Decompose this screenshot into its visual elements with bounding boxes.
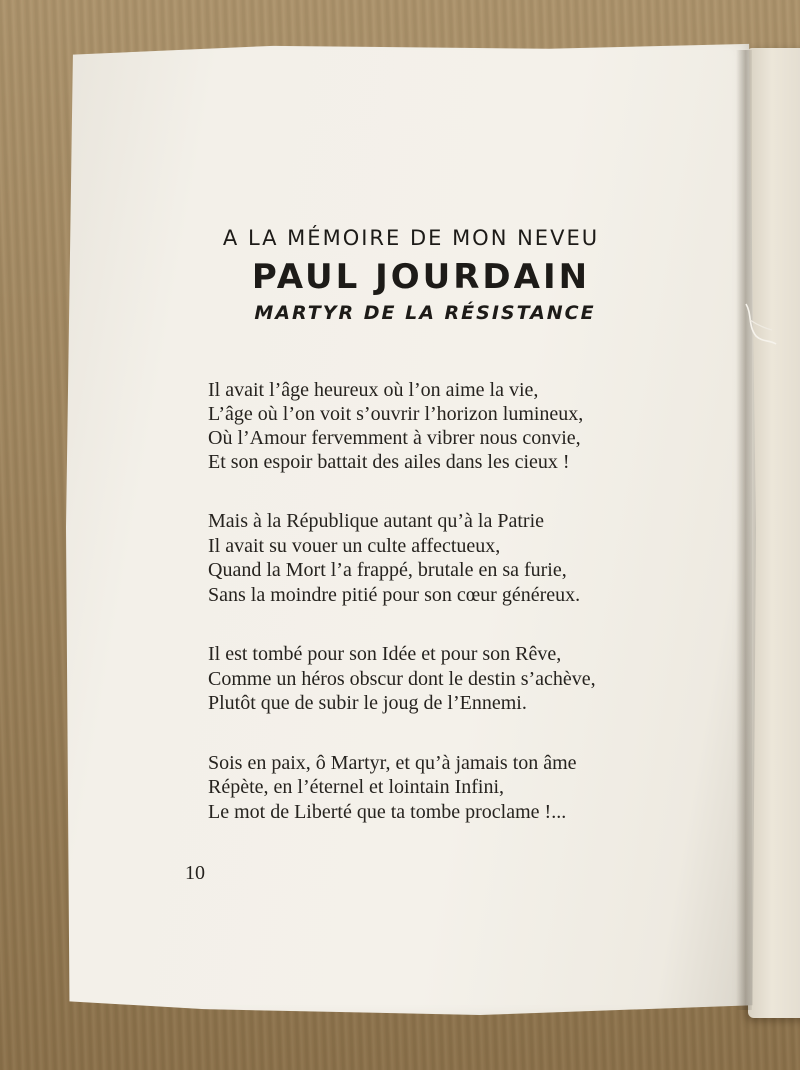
poem-line: Et son espoir battait des ailes dans les cieux ! xyxy=(208,451,570,473)
dedication-heading: A LA MÉMOIRE DE MON NEVEU xyxy=(222,226,600,250)
honoree-name: PAUL JOURDAIN xyxy=(251,257,591,297)
page-number: 10 xyxy=(185,862,205,884)
poem-line: Sois en paix, ô Martyr, et qu’à jamais ton âme xyxy=(208,751,577,774)
poem-line: Le mot de Liberté que ta tombe proclame !... xyxy=(208,800,567,823)
poem-line: Quand la Mort l’a frappé, brutale en sa furie, xyxy=(208,559,567,581)
stanza xyxy=(208,378,658,474)
stanza xyxy=(208,509,658,607)
poem-line: Comme un héros obscur dont le destin s’achève, xyxy=(208,667,596,690)
poem-line: Il est tombé pour son Idée et pour son Rêve, xyxy=(208,643,562,665)
poem-line: Sans la moindre pitié pour son cœur généreux. xyxy=(208,583,581,606)
poem-line: Il avait l’âge heureux où l’on aime la vie, xyxy=(208,379,539,401)
poem-line: Mais à la République autant qu’à la Patrie xyxy=(208,510,545,532)
poem-line: Répète, en l’éternel et lointain Infini, xyxy=(208,776,504,798)
poem-line: Il avait su vouer un culte affectueux, xyxy=(208,534,501,557)
stanza xyxy=(208,642,658,716)
poem xyxy=(208,378,658,859)
poem-line: L’âge où l’on voit s’ouvrir l’horizon lumineux, xyxy=(208,403,584,425)
poem-line: Où l’Amour fervemment à vibrer nous convie, xyxy=(208,427,581,449)
stanza xyxy=(208,751,658,825)
honoree-subtitle: MARTYR DE LA RÉSISTANCE xyxy=(254,302,596,324)
poem-line: Plutôt que de subir le joug de l’Ennemi. xyxy=(208,692,527,714)
page-fold-shadow xyxy=(736,50,752,1010)
